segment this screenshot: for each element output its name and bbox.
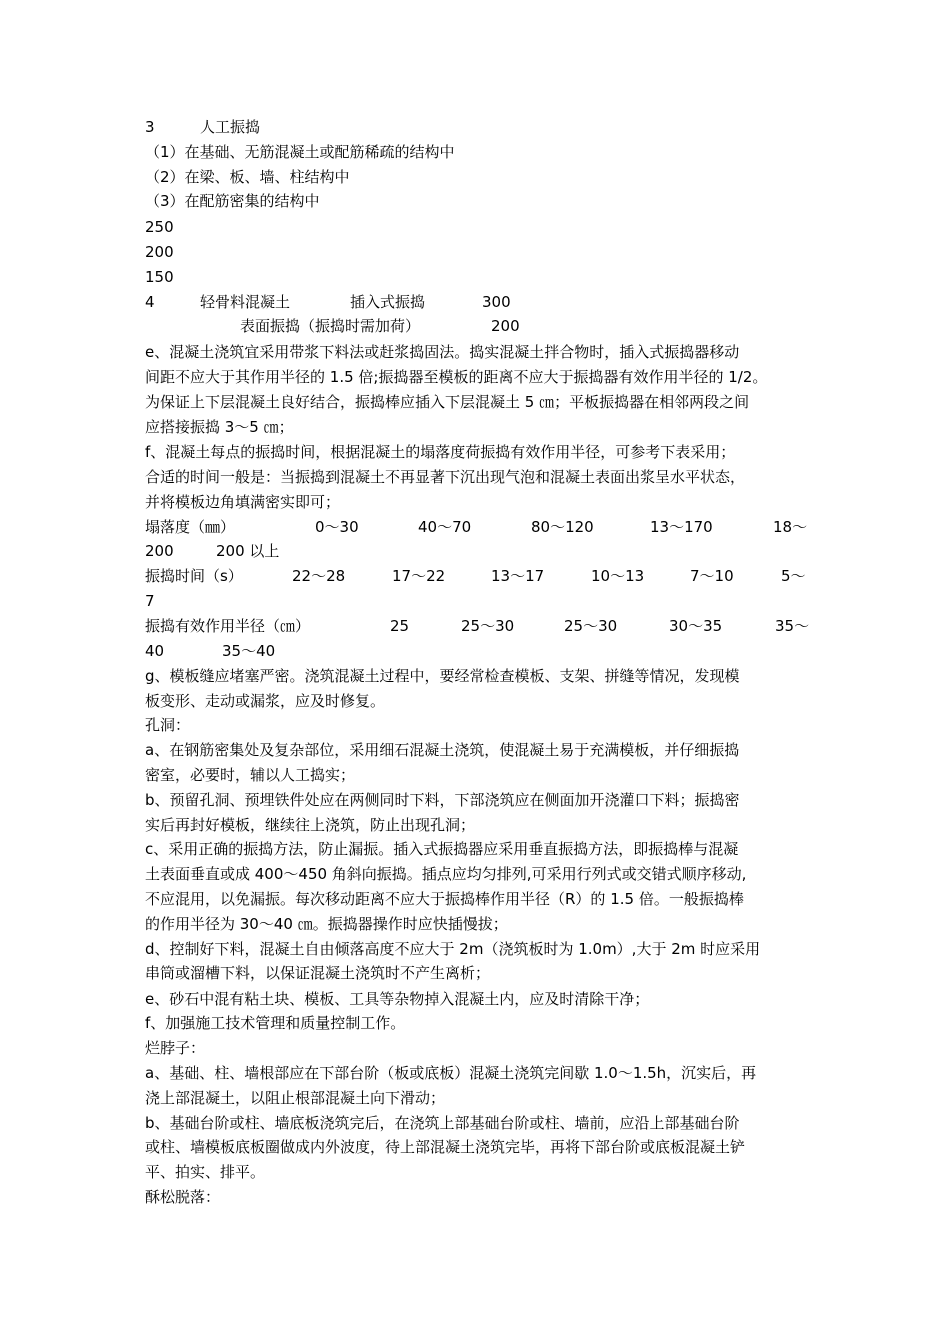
table-cell: 13～170 bbox=[650, 518, 713, 536]
table-cell: 塌落度（㎜） bbox=[145, 518, 236, 536]
table-cell: 40 bbox=[145, 642, 165, 660]
row-method: 表面振捣（振捣时需加荷） bbox=[240, 317, 421, 335]
table-row bbox=[145, 291, 815, 313]
table-cell: 振捣有效作用半径（㎝） bbox=[145, 617, 311, 635]
paragraph-line: 或柱、墙模板底板圈做成内外波度，待上部混凝土浇筑完毕，再将下部台阶或底板混凝土铲 bbox=[145, 1138, 746, 1156]
table-cell: 13～17 bbox=[491, 567, 545, 585]
table-cell: 17～22 bbox=[392, 567, 446, 585]
text-line: 200 bbox=[145, 243, 174, 261]
table-cell: 10～13 bbox=[591, 567, 645, 585]
table-cell: 25～30 bbox=[564, 617, 618, 635]
table-cell: 35～ bbox=[775, 617, 810, 635]
paragraph-line: g、模板缝应堵塞严密。浇筑混凝土过程中，要经常检查模板、支架、拼缝等情况，发现模 bbox=[145, 667, 740, 685]
table-cell: 7～10 bbox=[690, 567, 734, 585]
section-heading-row bbox=[145, 116, 815, 138]
paragraph-line: 密室，必要时，辅以人工捣实； bbox=[145, 766, 356, 784]
paragraph-line: c、采用正确的振捣方法，防止漏振。插入式振捣器应采用垂直振捣方法，即振捣棒与混凝 bbox=[145, 840, 739, 858]
paragraph-line: b、基础台阶或柱、墙底板浇筑完后，在浇筑上部基础台阶或柱、墙前，应沿上部基础台阶 bbox=[145, 1114, 740, 1132]
paragraph-line: 土表面垂直或成 400～450 角斜向振捣。插点应均匀排列,可采用行列式或交错式顺序移动, bbox=[145, 865, 747, 883]
paragraph-line: e、混凝土浇筑宜采用带浆下料法或赶浆捣固法。捣实混凝土拌合物时，插入式振捣器移动 bbox=[145, 343, 740, 361]
paragraph-line: 的作用半径为 30～40 ㎝。振捣器操作时应快插慢拔； bbox=[145, 915, 508, 933]
table-cell: 5～ bbox=[781, 567, 806, 585]
paragraph-line: f、混凝土每点的振捣时间，根据混凝土的塌落度荷振捣有效作用半径，可参考下表采用； bbox=[145, 443, 736, 461]
table-cell: 200 bbox=[145, 542, 174, 560]
table-row bbox=[145, 315, 815, 337]
text-line: （1）在基础、无筋混凝土或配筋稀疏的结构中 bbox=[145, 143, 455, 161]
table-row-slump-cont bbox=[145, 540, 815, 562]
table-cell: 18～ bbox=[773, 518, 808, 536]
paragraph-line: 为保证上下层混凝土良好结合，振捣棒应插入下层混凝土 5 ㎝；平板振捣器在相邻两段之间 bbox=[145, 393, 750, 411]
table-cell: 30～35 bbox=[669, 617, 723, 635]
paragraph-line: 应搭接振捣 3～5 ㎝； bbox=[145, 418, 294, 436]
table-cell: 振捣时间（s） bbox=[145, 567, 243, 585]
row-label: 轻骨料混凝土 bbox=[200, 293, 291, 311]
paragraph-line: 浇上部混凝土，以阻止根部混凝土向下滑动； bbox=[145, 1089, 446, 1107]
table-cell: 0～30 bbox=[315, 518, 359, 536]
table-row-time bbox=[145, 565, 815, 587]
paragraph-line: d、控制好下料，混凝土自由倾落高度不应大于 2m（浇筑板时为 1.0m）,大于 2m 时应采用 bbox=[145, 940, 761, 958]
table-cell: 35～40 bbox=[222, 642, 276, 660]
paragraph-line: 串筒或溜槽下料，以保证混凝土浇筑时不产生离析； bbox=[145, 964, 491, 982]
table-row-time-cont bbox=[145, 590, 815, 612]
table-cell: 25 bbox=[390, 617, 410, 635]
table-cell: 7 bbox=[145, 592, 155, 610]
table-row-slump bbox=[145, 516, 815, 538]
table-row-radius bbox=[145, 615, 815, 637]
section-heading: 酥松脱落： bbox=[145, 1188, 221, 1206]
row-number: 4 bbox=[145, 293, 155, 311]
table-row-radius-cont bbox=[145, 640, 815, 662]
text-line: （3）在配筋密集的结构中 bbox=[145, 192, 320, 210]
table-cell: 22～28 bbox=[292, 567, 346, 585]
table-cell: 25～30 bbox=[461, 617, 515, 635]
row-value: 200 bbox=[491, 317, 520, 335]
paragraph-line: 平、拍实、排平。 bbox=[145, 1163, 266, 1181]
paragraph-line: 板变形、走动或漏浆，应及时修复。 bbox=[145, 692, 386, 710]
paragraph-line: b、预留孔洞、预埋铁件处应在两侧同时下料，下部浇筑应在侧面加开浇灌口下料；振捣密 bbox=[145, 791, 740, 809]
paragraph-line: a、基础、柱、墙根部应在下部台阶（板或底板）混凝土浇筑完间歇 1.0～1.5h，沉实后，再 bbox=[145, 1064, 757, 1082]
paragraph-line: f、加强施工技术管理和质量控制工作。 bbox=[145, 1014, 406, 1032]
paragraph-line: 实后再封好模板，继续往上浇筑，防止出现孔洞； bbox=[145, 816, 476, 834]
text-line: 250 bbox=[145, 218, 174, 236]
paragraph-line: 合适的时间一般是：当振捣到混凝土不再显著下沉出现气泡和混凝土表面出浆呈水平状态， bbox=[145, 468, 746, 486]
section-heading: 烂脖子： bbox=[145, 1039, 206, 1057]
section-number: 3 bbox=[145, 118, 155, 136]
section-heading: 孔洞： bbox=[145, 716, 191, 734]
section-title: 人工振捣 bbox=[200, 118, 261, 136]
paragraph-line: 不应混用，以免漏振。每次移动距离不应大于振捣棒作用半径（R）的 1.5 倍。一般振捣棒 bbox=[145, 890, 744, 908]
table-cell: 40～70 bbox=[418, 518, 472, 536]
row-value: 300 bbox=[482, 293, 511, 311]
table-cell: 80～120 bbox=[531, 518, 594, 536]
paragraph-line: a、在钢筋密集处及复杂部位，采用细石混凝土浇筑，使混凝土易于充满模板，并仔细振捣 bbox=[145, 741, 740, 759]
paragraph-line: 间距不应大于其作用半径的 1.5 倍;振捣器至模板的距离不应大于振捣器有效作用半径的 1/2。 bbox=[145, 368, 768, 386]
text-line: （2）在梁、板、墙、柱结构中 bbox=[145, 168, 350, 186]
paragraph-line: e、砂石中混有粘土块、模板、工具等杂物掉入混凝土内，应及时清除干净； bbox=[145, 990, 650, 1008]
table-cell: 200 以上 bbox=[216, 542, 280, 560]
paragraph-line: 并将模板边角填满密实即可； bbox=[145, 493, 341, 511]
text-line: 150 bbox=[145, 268, 174, 286]
row-method: 插入式振捣 bbox=[350, 293, 426, 311]
